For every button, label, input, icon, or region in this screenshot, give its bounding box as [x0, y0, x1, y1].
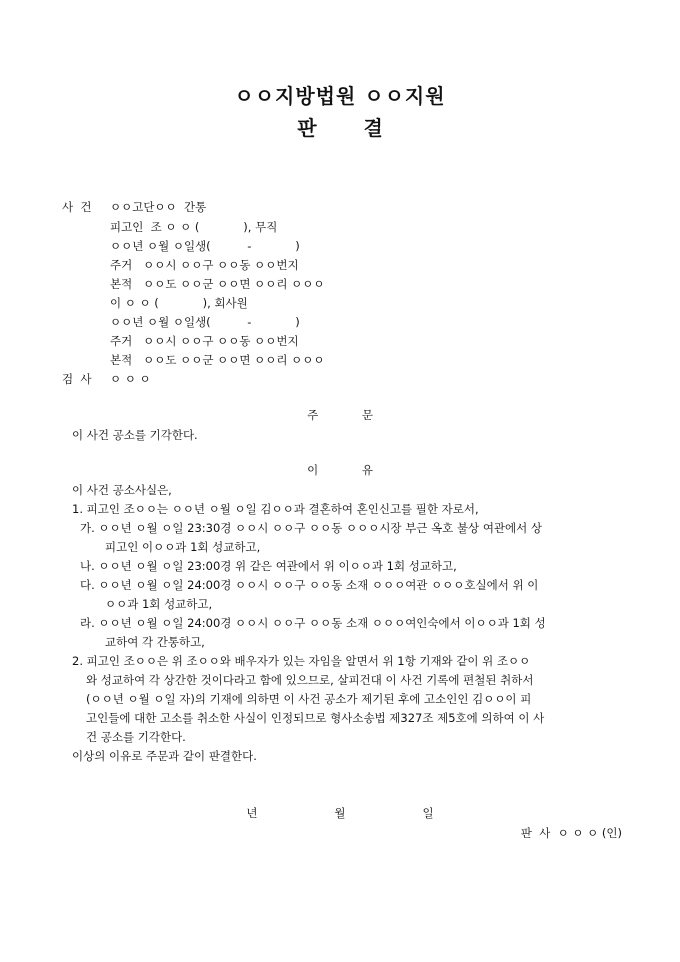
prosecutor-label: 검 사 — [62, 372, 92, 386]
prosecutor-value: ㅇ ㅇ ㅇ — [110, 372, 151, 386]
case-line: 주거 ㅇㅇ시 ㅇㅇ구 ㅇㅇ동 ㅇㅇ번지 — [110, 334, 299, 348]
reasons-heading: 이 유 — [307, 463, 373, 477]
reason-line: ㅇㅇ과 1회 성교하고, — [105, 597, 213, 611]
case-line: ㅇㅇ년 ㅇ월 ㅇ일생( - ) — [110, 315, 300, 329]
case-line: ㅇㅇ년 ㅇ월 ㅇ일생( - ) — [110, 239, 300, 253]
case-line: 주거 ㅇㅇ시 ㅇㅇ구 ㅇㅇ동 ㅇㅇ번지 — [110, 258, 299, 272]
reason-line: (ㅇㅇ년 ㅇ월 ㅇ일 자)의 기재에 의하면 이 사건 공소가 제기된 후에 고소인인 김ㅇㅇ이 피 — [86, 692, 532, 706]
document-title: 판 결 — [297, 116, 383, 140]
court-name: ㅇㅇ지방법원 ㅇㅇ지원 — [234, 84, 446, 108]
reason-line: 고인들에 대한 고소를 취소한 사실이 인정되므로 형사소송법 제327조 제5호에 의하여 이 사 — [86, 711, 545, 725]
reason-line: 가. ㅇㅇ년 ㅇ월 ㅇ일 23:30경 ㅇㅇ시 ㅇㅇ구 ㅇㅇ동 ㅇㅇㅇ시장 부근 옥호 불상 여관에서 상 — [80, 521, 543, 535]
case-value: ㅇㅇ고단ㅇㅇ 간통 — [110, 200, 207, 214]
decision-date: 년 월 일 — [246, 806, 434, 820]
reason-line: 피고인 이ㅇㅇ과 1회 성교하고, — [105, 540, 261, 554]
order-text: 이 사건 공소를 기각한다. — [72, 428, 198, 442]
case-line: 이 ㅇ ㅇ ( ), 회사원 — [110, 296, 248, 310]
reason-line: 나. ㅇㅇ년 ㅇ월 ㅇ일 23:00경 위 같은 여관에서 위 이ㅇㅇ과 1회 성교하고, — [80, 559, 457, 573]
reason-line: 다. ㅇㅇ년 ㅇ월 ㅇ일 24:00경 ㅇㅇ시 ㅇㅇ구 ㅇㅇ동 소재 ㅇㅇㅇ여관 ㅇㅇㅇ호실에서 위 이 — [80, 578, 539, 592]
reason-line: 이상의 이유로 주문과 같이 판결한다. — [72, 749, 257, 763]
case-line: 피고인 조 ㅇ ㅇ ( ), 무직 — [110, 220, 278, 234]
order-heading: 주 문 — [307, 408, 373, 422]
reason-line: 이 사건 공소사실은, — [72, 483, 172, 497]
case-line: 본적 ㅇㅇ도 ㅇㅇ군 ㅇㅇ면 ㅇㅇ리 ㅇㅇㅇ — [110, 277, 325, 291]
reason-line: 교하여 각 간통하고, — [105, 635, 205, 649]
reason-line: 1. 피고인 조ㅇㅇ는 ㅇㅇ년 ㅇ월 ㅇ일 김ㅇㅇ과 결혼하여 혼인신고를 필한 자로서, — [72, 502, 479, 516]
case-line: 본적 ㅇㅇ도 ㅇㅇ군 ㅇㅇ면 ㅇㅇ리 ㅇㅇㅇ — [110, 353, 325, 367]
reason-line: 라. ㅇㅇ년 ㅇ월 ㅇ일 24:00경 ㅇㅇ시 ㅇㅇ구 ㅇㅇ동 소재 ㅇㅇㅇ여인숙에서 이ㅇㅇ과 1회 성 — [80, 616, 546, 630]
judge-signature: 판 사 ㅇ ㅇ ㅇ (인) — [520, 826, 622, 840]
case-label: 사 건 — [62, 200, 92, 214]
reason-line: 와 성교하여 각 상간한 것이다라고 함에 있으므로, 살피건대 이 사건 기록에 편철된 취하서 — [86, 673, 534, 687]
reason-line: 2. 피고인 조ㅇㅇ은 위 조ㅇㅇ와 배우자가 있는 자임을 알면서 위 1항 기재와 같이 위 조ㅇㅇ — [72, 654, 531, 668]
reason-line: 건 공소를 기각한다. — [86, 730, 186, 744]
